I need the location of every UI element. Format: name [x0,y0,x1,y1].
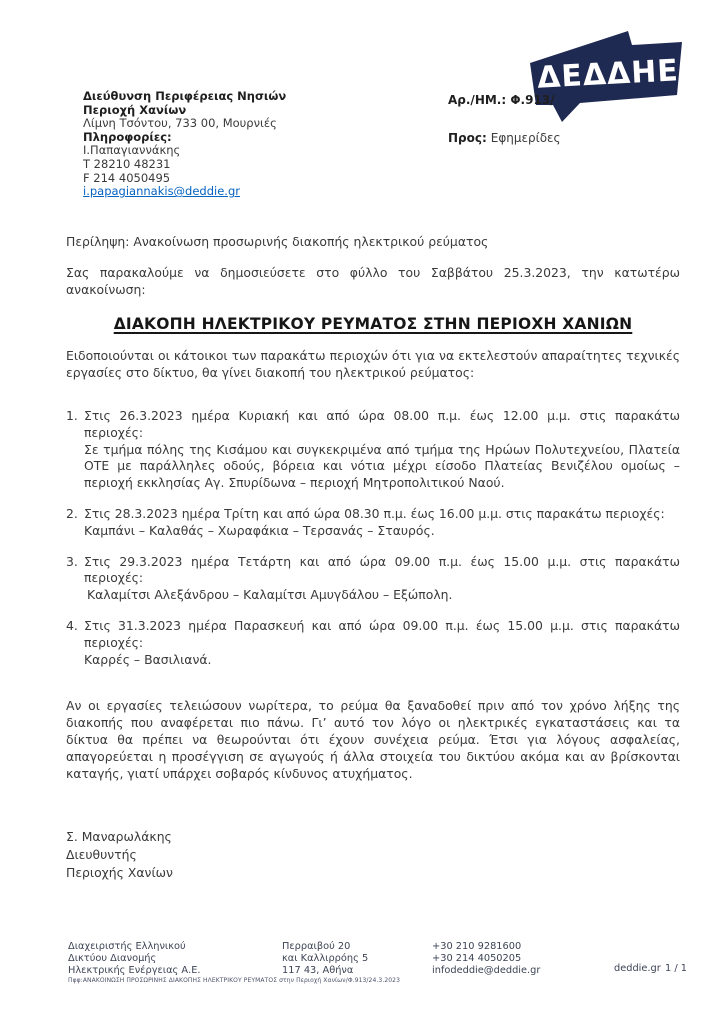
footer-contact [432,941,540,976]
footer-phone: +30 210 9281600 [432,941,522,952]
sender-address: Λίμνη Τσόντου, 733 00, Μουρνιές [83,116,277,131]
outage-areas: Σε τμήμα πόλης της Κισάμου και συγκεκριμένα από τμήμα της Ηρώων Πολυτεχνείου, Πλατεία ΟΤΕ με παράλληλες οδούς, βόρεια και νότια μέχρι είσοδο Πλατείας Βενιζέλου ομοίως – περιοχή εκκλησίας Αγ. Σπυρίδωνα – περιοχή Μητροπολιτικού Ναού. [84,441,680,491]
ref-number: Αρ./ΗΜ.: Φ.913/ [448,93,555,107]
footer-company-line: Διαχειριστής Ελληνικού [68,941,186,952]
deddhe-logo-shape [528,27,684,124]
footer-company [68,941,201,976]
outage-list [66,408,680,668]
outage-areas: Καλαμίτσι Αλεξάνδρου – Καλαμίτσι Αμυγδάλου – Εξώπολη. [87,587,453,603]
footer-email: infodeddie@deddie.gr [432,964,541,976]
outage-schedule: Στις 31.3.2023 ημέρα Παρασκευή και από ώρα 09.00 π.μ. έως 15.00 μ.μ. στις παρακάτω περιοχές: [84,617,680,650]
page-number: 1 / 1 [665,963,687,974]
outage-areas: Καμπάνι – Καλαθάς – Χωραφάκια – Τερσανάς – Σταυρός. [84,522,435,538]
outage-number: 3. [66,553,78,569]
signatory-name: Σ. Μαναρωλάκης [66,829,172,845]
footer-website: deddie.gr [614,963,661,974]
outage-item [66,506,680,540]
outage-schedule: Στις 26.3.2023 ημέρα Κυριακή και από ώρα 08.00 π.μ. έως 12.00 μ.μ. στις παρακάτω περιοχές: [84,407,680,440]
to-label: Προς: [448,131,487,145]
outage-item [66,618,680,668]
outage-number: 4. [66,617,78,633]
contact-phone: Τ 28210 48231 [83,156,171,171]
document-body [66,234,680,882]
footer-address [282,941,368,976]
outage-schedule: Στις 28.3.2023 ημέρα Τρίτη και από ώρα 08.30 π.μ. έως 16.00 μ.μ. στις παρακάτω περιοχές: [84,505,665,521]
footer-address-line: Περραιβού 20 [282,941,351,952]
outage-areas: Καρρές – Βασιλιανά. [84,651,212,667]
to-value: Εφημερίδες [490,131,561,145]
request-paragraph: Σας παρακαλούμε να δημοσιεύσετε στο φύλλο του Σαββάτου 25.3.2023, την κατωτέρω ανακοίνωση: [66,264,680,297]
outage-item [66,408,680,492]
logo-text: ΔΕΔΔΗΕ [536,53,680,96]
sender-region: Περιοχή Χανίων [83,102,187,117]
summary-line: Περίληψη: Ανακοίνωση προσωρινής διακοπής ηλεκτρικού ρεύματος [66,234,489,249]
deddhe-logo [528,27,684,124]
footer-phone: +30 214 4050205 [432,952,522,964]
contact-name: Ι.Παπαγιαννάκης [83,143,181,158]
sender-department: Διεύθυνση Περιφέρειας Νησιών [83,89,287,103]
footer-address-line: 117 43, Αθήνα [282,964,354,976]
signatory-title: Διευθυντής [66,847,137,863]
signatory-region: Περιοχής Χανίων [66,865,173,881]
info-label: Πληροφορίες: [83,129,172,144]
outage-item [66,554,680,604]
intro-paragraph: Ειδοποιούνται οι κάτοικοι των παρακάτω περιοχών ότι για να εκτελεστούν απαραίτητες τεχνικές εργασίες στο δίκτυο, θα γίνει διακοπή του ηλεκτρικού ρεύματος: [66,348,680,381]
footer-company-line: Ηλεκτρικής Ενέργειας Α.Ε. [68,964,201,976]
document-reference: Πφφ:ΑΝΑΚΟΙΝΩΣΗ ΠΡΟΣΩΡΙΝΗΣ ΔΙΑΚΟΠΗΣ ΗΛΕΚΤΡΙΚΟΥ ΡΕΥΜΑΤΟΣ στην Περιοχή Χανίων/Φ.913/24.3.2023 [68,977,400,984]
outage-number: 2. [66,505,78,521]
outage-number: 1. [66,407,78,423]
footer-company-line: Δικτύου Διανομής [68,952,157,964]
signature-block [66,828,680,882]
email-link[interactable]: i.papagiannakis@deddie.gr [83,184,240,199]
recipient-line [448,131,561,145]
announcement-title: ΔΙΑΚΟΠΗ ΗΛΕΚΤΡΙΚΟΥ ΡΕΥΜΑΤΟΣ ΣΤΗΝ ΠΕΡΙΟΧΗ ΧΑΝΙΩΝ [113,315,633,334]
footer-address-line: και Καλλιρρόης 5 [282,952,369,964]
contact-fax: F 214 4050495 [83,170,171,185]
closing-paragraph: Αν οι εργασίες τελειώσουν νωρίτερα, το ρεύμα θα ξαναδοθεί πριν από τον χρόνο λήξης της διακοπής που αναφέρεται πιο πάνω. Γι’ αυτό τον λόγο οι ηλεκτρικές εγκαταστάσεις και τα δίκτυα θα πρέπει να θεωρούνται ότι έχουν συνέχεια ρεύμα. Έτσι για λόγους ασφαλείας, απαγορεύεται η προσέγγιση σε αγωγούς ή άλλα στοιχεία του δικτύου ακόμα και αν βρίσκονται καταγής, γιατί υπάρχει σοβαρός κίνδυνος ατυχήματος. [66,698,680,781]
outage-schedule: Στις 29.3.2023 ημέρα Τετάρτη και από ώρα 09.00 π.μ. έως 15.00 μ.μ. στις παρακάτω περιοχές: [84,553,680,586]
sender-block [83,90,286,199]
